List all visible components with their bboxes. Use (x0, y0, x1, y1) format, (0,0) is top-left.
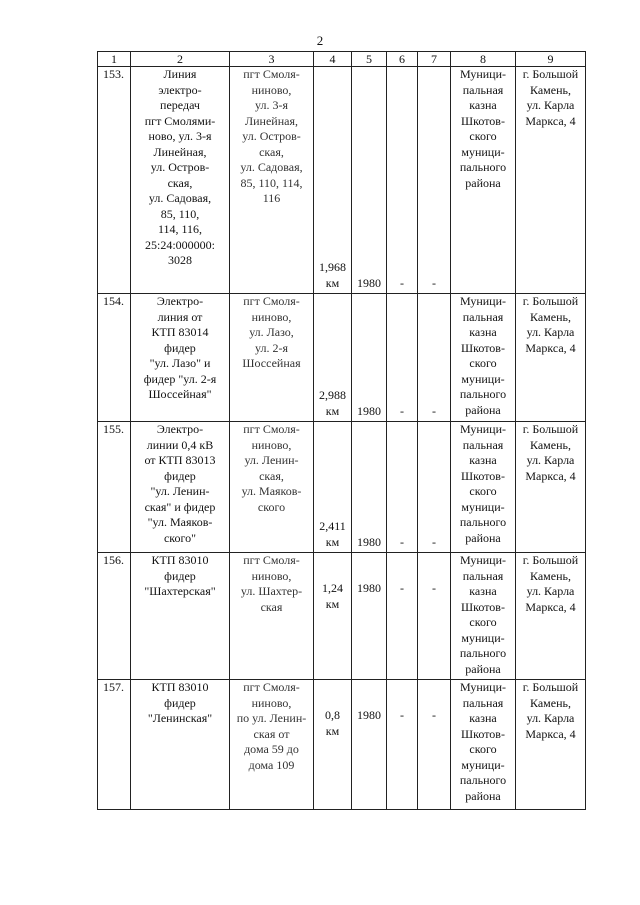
object-address: пгт Смоля- ниново, ул. 3-я Линейная, ул. Остров- ская, ул. Садовая, 85, 110, 114, 116 (230, 67, 314, 294)
object-owner: Муници- пальная казна Шкотов- ского муници- пального района (451, 680, 516, 810)
column-header: 3 (230, 52, 314, 67)
column-header: 8 (451, 52, 516, 67)
column-header: 6 (387, 52, 418, 67)
column-header: 5 (352, 52, 387, 67)
object-year: 1980 (352, 422, 387, 553)
table-header-row (98, 52, 586, 67)
object-length: 1,968 км (314, 67, 352, 294)
object-name: КТП 83010 фидер "Шахтерская" (131, 553, 230, 680)
row-number: 157. (98, 680, 131, 810)
object-name: Электро- линия от КТП 83014 фидер "ул. Лазо" и фидер "ул. 2-я Шоссейная" (131, 294, 230, 422)
row-number: 153. (98, 67, 131, 294)
column-6-value: - (387, 294, 418, 422)
object-year: 1980 (352, 294, 387, 422)
table-row (98, 294, 586, 422)
object-address: пгт Смоля- ниново, ул. Шахтер- ская (230, 553, 314, 680)
object-year: 1980 (352, 553, 387, 680)
object-year: 1980 (352, 680, 387, 810)
column-6-value: - (387, 67, 418, 294)
object-length: 2,411 км (314, 422, 352, 553)
object-address: пгт Смоля- ниново, ул. Лазо, ул. 2-я Шоссейная (230, 294, 314, 422)
column-7-value: - (418, 67, 451, 294)
object-address: пгт Смоля- ниново, по ул. Ленин- ская от дома 59 до дома 109 (230, 680, 314, 810)
column-7-value: - (418, 294, 451, 422)
owner-location: г. Большой Камень, ул. Карла Маркса, 4 (516, 422, 586, 553)
table-row (98, 67, 586, 294)
object-length: 0,8 км (314, 680, 352, 810)
object-name: Электро- линии 0,4 кВ от КТП 83013 фидер "ул. Ленин- ская" и фидер "ул. Маяков- ского" (131, 422, 230, 553)
column-6-value: - (387, 422, 418, 553)
table-row (98, 680, 586, 810)
table-row (98, 422, 586, 553)
row-number: 154. (98, 294, 131, 422)
object-owner: Муници- пальная казна Шкотов- ского муници- пального района (451, 553, 516, 680)
object-owner: Муници- пальная казна Шкотов- ского муници- пального района (451, 422, 516, 553)
column-7-value: - (418, 422, 451, 553)
property-register-table (97, 51, 586, 810)
column-7-value: - (418, 553, 451, 680)
column-header: 1 (98, 52, 131, 67)
table-row (98, 553, 586, 680)
object-owner: Муници- пальная казна Шкотов- ского муници- пального района (451, 67, 516, 294)
owner-location: г. Большой Камень, ул. Карла Маркса, 4 (516, 553, 586, 680)
object-address: пгт Смоля- ниново, ул. Ленин- ская, ул. Маяков- ского (230, 422, 314, 553)
object-name: КТП 83010 фидер "Ленинская" (131, 680, 230, 810)
object-length: 2,988 км (314, 294, 352, 422)
object-owner: Муници- пальная казна Шкотов- ского муници- пального района (451, 294, 516, 422)
page-number: 2 (316, 33, 324, 48)
object-year: 1980 (352, 67, 387, 294)
owner-location: г. Большой Камень, ул. Карла Маркса, 4 (516, 294, 586, 422)
column-6-value: - (387, 680, 418, 810)
object-name: Линия электро- передач пгт Смолями- ново, ул. 3-я Линейная, ул. Остров- ская, ул. Садовая, 85, 110, 114, 116, 25:24:000000: 3028 (131, 67, 230, 294)
column-header: 7 (418, 52, 451, 67)
owner-location: г. Большой Камень, ул. Карла Маркса, 4 (516, 680, 586, 810)
row-number: 155. (98, 422, 131, 553)
owner-location: г. Большой Камень, ул. Карла Маркса, 4 (516, 67, 586, 294)
object-length: 1,24 км (314, 553, 352, 680)
row-number: 156. (98, 553, 131, 680)
column-7-value: - (418, 680, 451, 810)
column-header: 2 (131, 52, 230, 67)
column-header: 4 (314, 52, 352, 67)
column-6-value: - (387, 553, 418, 680)
column-header: 9 (516, 52, 586, 67)
